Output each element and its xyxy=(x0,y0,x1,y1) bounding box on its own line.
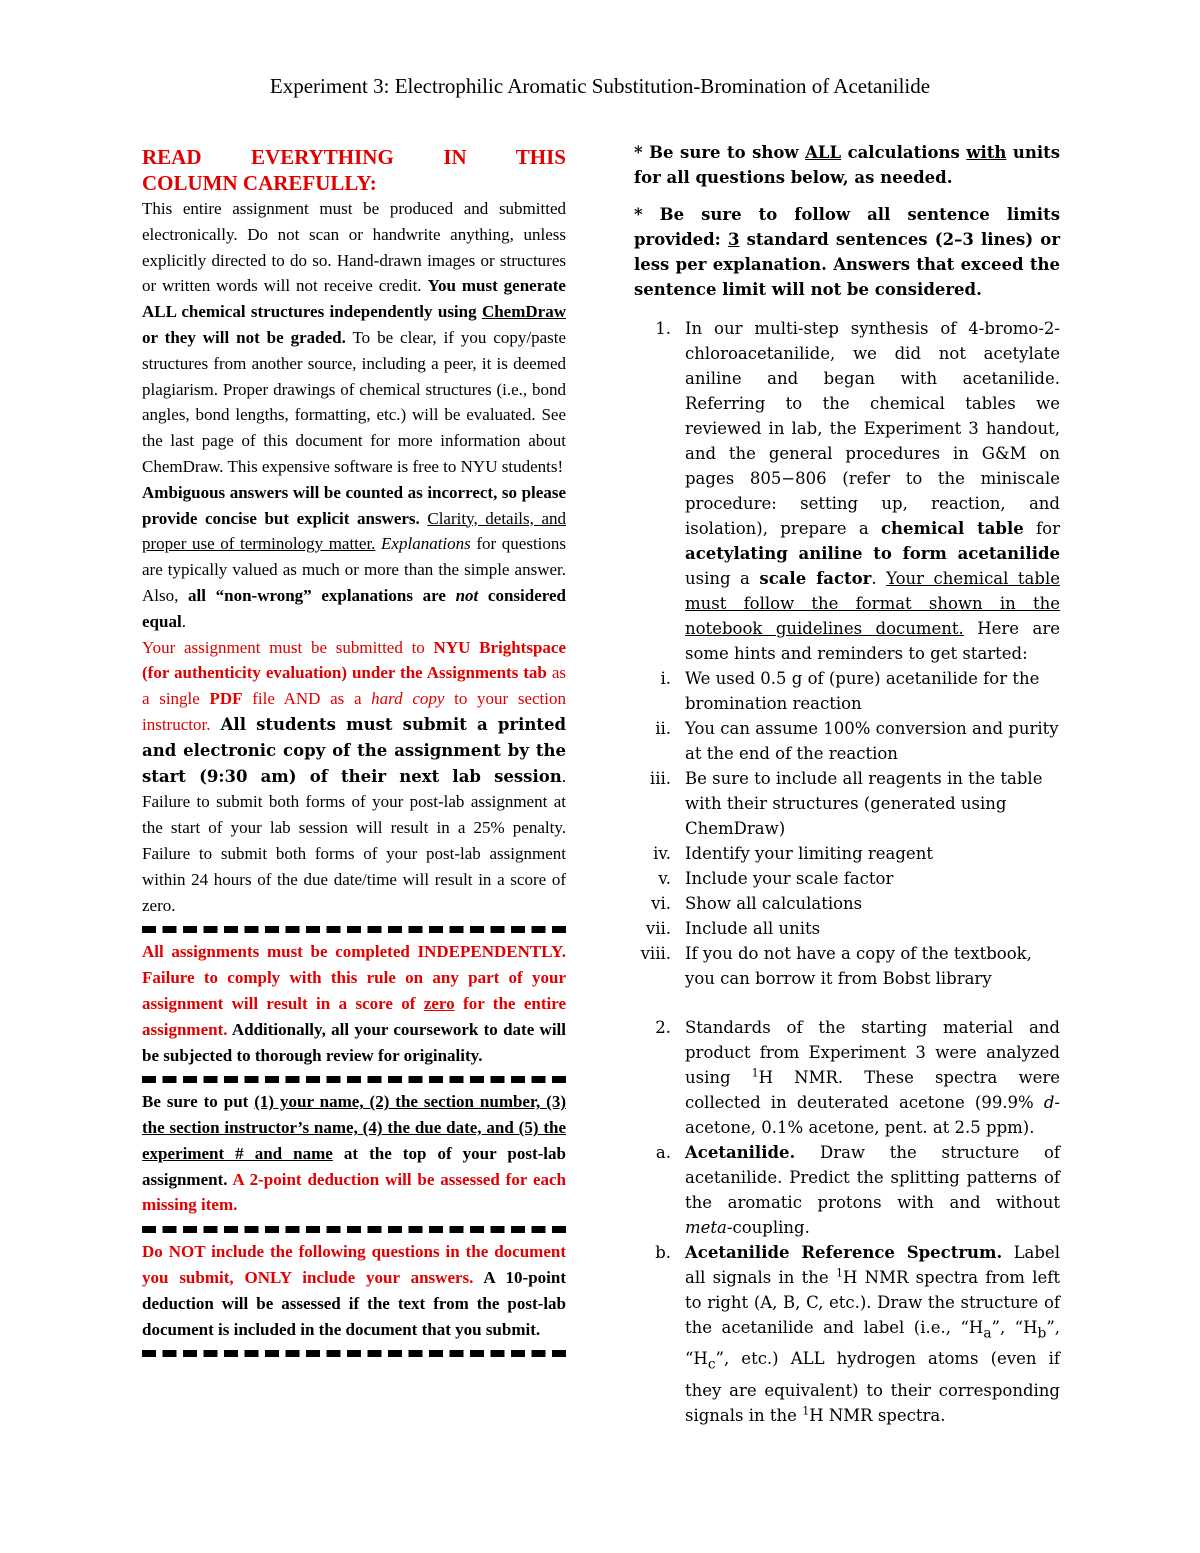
hint-item xyxy=(634,666,1060,716)
box2-red: A 2-point deduction will be assessed for each missing item. xyxy=(142,1169,566,1215)
p3-text: . Failure to submit both forms of your post-lab assignment at the start of your lab session will result in a 25% penalty. Failure to submit both forms of your post-lab assignment within 24 hours of the due date/time will result in a score of zero. xyxy=(142,766,566,915)
p3-red4: to your section instructor. xyxy=(142,689,566,734)
q1-text5: Here are some hints and reminders to get started: xyxy=(685,619,1060,663)
questions-notice xyxy=(142,1239,566,1342)
box1-red2: for the entire assignment. xyxy=(142,993,567,1039)
qa-text2: -coupling. xyxy=(726,1218,810,1237)
subscript: c xyxy=(707,1356,716,1373)
q2-text3: -acetone, 0.1% acetone, pent. at 2.5 ppm). xyxy=(685,1093,1060,1137)
question-body xyxy=(671,1140,1060,1240)
page-title: Experiment 3: Electrophilic Aromatic Substitution-Bromination of Acetanilide xyxy=(269,74,931,98)
qb-text4: ”, “H xyxy=(685,1318,1061,1369)
qb-text3: ”, “H xyxy=(991,1318,1038,1337)
qa-text: Draw the structure of acetanilide. Predict the splitting patterns of the aromatic protons with and without xyxy=(685,1143,1060,1212)
period: . xyxy=(181,611,186,631)
hint-text: If you do not have a copy of the textbook, you can borrow it from Bobst library xyxy=(685,944,1032,988)
left-column xyxy=(142,140,566,1363)
hint-item xyxy=(634,891,1060,916)
hint-item xyxy=(634,841,1060,866)
p3-red-bold: NYU Brightspace (for authenticity evaluation) under the Assignments tab xyxy=(142,637,566,683)
submission-paragraph xyxy=(142,635,566,919)
qb-text: Label all signals in the xyxy=(685,1243,1060,1287)
independence-notice xyxy=(142,939,566,1068)
qb-text6: H NMR spectra. xyxy=(809,1405,946,1425)
hint-item xyxy=(634,716,1060,766)
hint-list xyxy=(634,666,1060,991)
question-2 xyxy=(634,1015,1060,1140)
instructions-paragraph xyxy=(142,196,566,480)
dotted-divider xyxy=(142,1350,566,1357)
hint-item xyxy=(634,766,1060,841)
q2-text2: H NMR. These spectra were collected in deuterated acetone (99.9% xyxy=(685,1068,1060,1112)
ambiguity-paragraph xyxy=(142,480,566,635)
superscript: 1 xyxy=(751,1066,759,1080)
question-number: 1. xyxy=(655,319,671,338)
note1-text2: calculations xyxy=(841,143,967,162)
note1-all: ALL xyxy=(805,143,842,162)
qa-bold: Acetanilide. xyxy=(685,1143,796,1162)
p3-red2: as a single xyxy=(142,663,566,709)
p2-bold3: considered equal xyxy=(142,585,567,631)
question-body xyxy=(671,1015,1060,1140)
hint-text: Show all calculations xyxy=(685,894,863,913)
read-heading-line1: READ EVERYTHING IN THIS xyxy=(142,145,566,169)
p2-text: for questions are typically valued as much or more than the simple answer. Also, xyxy=(142,534,567,605)
qb-bold: Acetanilide Reference Spectrum. xyxy=(685,1243,1003,1262)
hint-item xyxy=(634,916,1060,941)
calculations-note xyxy=(634,140,1060,190)
superscript: 1 xyxy=(802,1404,810,1418)
hint-number: iii. xyxy=(649,769,671,788)
qa-italic: meta xyxy=(685,1218,727,1237)
box2-text: Be sure to put xyxy=(142,1092,255,1112)
note2-text2: standard sentences (2–3 lines) or less per explanation. Answers that exceed the sentence limit will not be considered. xyxy=(634,230,1061,299)
hint-text: Identify your limiting reagent xyxy=(685,844,933,863)
box3-red: Do NOT include the following questions in the document you submit, ONLY include your answers. xyxy=(142,1242,566,1288)
header-requirements xyxy=(142,1089,566,1218)
subscript: a xyxy=(983,1325,992,1342)
question-2a xyxy=(634,1140,1060,1240)
p2-underline: Clarity, details, and proper use of terminology matter. xyxy=(142,508,566,554)
p2-bold: Ambiguous answers will be counted as incorrect, so please provide concise but explicit answers. xyxy=(142,482,566,528)
q2-italic: d xyxy=(1043,1093,1055,1112)
dotted-divider xyxy=(142,1076,566,1083)
hint-item xyxy=(634,941,1060,991)
p2-bold2: all “non-wrong” explanations are xyxy=(188,585,456,605)
question-number: a. xyxy=(655,1143,671,1162)
note1-with: with xyxy=(966,143,1007,162)
box1-text: Additionally, all your coursework to date will be subjected to thorough review for originality. xyxy=(142,1019,566,1065)
chemdraw-term: ChemDraw xyxy=(481,302,566,322)
note1-text3: units for all questions below, as needed. xyxy=(634,143,1060,187)
dotted-divider xyxy=(142,926,566,933)
q1-text2: for xyxy=(1023,519,1060,538)
right-column xyxy=(634,140,1060,1428)
question-number: b. xyxy=(655,1243,671,1262)
hint-text: Include your scale factor xyxy=(685,869,894,888)
question-1 xyxy=(634,316,1060,666)
p1-text-end: To be clear, if you copy/paste structures from another source, including a peer, it is deemed plagiarism. Proper drawings of chemical structures (i.e., bond angles, bond lengths, formatting, etc.) will be evaluated. See the last page of this document for more information about ChemDraw. This expensive software is free to NYU students! xyxy=(142,327,566,476)
p3-pdf: PDF xyxy=(209,689,243,709)
p2-not: not xyxy=(455,585,479,605)
superscript: 1 xyxy=(835,1266,843,1280)
hint-text: Include all units xyxy=(685,919,821,938)
q1-bold2: acetylating aniline to form acetanilide xyxy=(685,544,1060,563)
p3-bold: All students must submit a printed and electronic copy of the assignment by the start (9:30 am) of their next lab session xyxy=(142,714,566,786)
sentence-limit-note xyxy=(634,202,1060,302)
question-number: 2. xyxy=(655,1018,671,1037)
qb-text5: ”, etc.) ALL hydrogen atoms (even if they are equivalent) to their corresponding signals in the xyxy=(685,1349,1060,1425)
hint-number: i. xyxy=(660,669,671,688)
hint-text: You can assume 100% conversion and purity at the end of the reaction xyxy=(685,719,1059,763)
box2-text2: at the top of your post-lab assignment. xyxy=(142,1143,566,1189)
dotted-divider xyxy=(142,1226,566,1233)
hint-number: iv. xyxy=(653,844,671,863)
question-list xyxy=(634,316,1060,1428)
box1-red: All assignments must be completed INDEPENDENTLY. Failure to comply with this rule on any part of your assignment will result in a score of xyxy=(142,942,566,1013)
p3-red: Your assignment must be submitted to xyxy=(142,637,434,657)
note2-three: 3 xyxy=(727,230,740,249)
q1-text4: . xyxy=(871,569,887,588)
question-body xyxy=(671,316,1060,666)
note2-text: * Be sure to follow all sentence limits provided: xyxy=(634,205,1060,249)
box1-zero: zero xyxy=(423,993,455,1013)
q1-text: In our multi-step synthesis of 4-bromo-2-chloroacetanilide, we did not acetylate aniline and began with acetanilide. Referring to the chemical tables we reviewed in lab, the Experiment 3 handout, and the general procedures in G&M on pages 805−806 (refer to the miniscale procedure: setting up, reaction, and isolation), prepare a xyxy=(685,319,1060,538)
subscript: b xyxy=(1037,1325,1047,1342)
box2-underline: (1) your name, (2) the section number, (3) the section instructor’s name, (4) the due date, and (5) the experiment # and name xyxy=(142,1092,566,1163)
qb-text2: H NMR spectra from left to right (A, B, C, etc.). Draw the structure of the acetanilide and label (i.e., “H xyxy=(685,1268,1060,1337)
hint-number: ii. xyxy=(655,719,671,738)
hint-text: We used 0.5 g of (pure) acetanilide for the bromination reaction xyxy=(685,669,1040,713)
question-body xyxy=(671,1240,1060,1428)
hint-number: viii. xyxy=(640,944,671,963)
q1-bold: chemical table xyxy=(881,519,1024,538)
hint-number: v. xyxy=(658,869,671,888)
read-heading-line2: COLUMN CAREFULLY: xyxy=(142,171,377,195)
p1-bold-end: or they will not be graded. xyxy=(142,327,346,347)
hint-item xyxy=(634,866,1060,891)
p3-red3: file AND as a xyxy=(242,689,372,709)
hint-number: vii. xyxy=(645,919,671,938)
q1-underline: Your chemical table must follow the format shown in the notebook guidelines document. xyxy=(685,569,1060,638)
box3-text: A 10-point deduction will be assessed if the text from the post-lab document is included in the document that you submit. xyxy=(142,1268,566,1339)
q1-text3: using a xyxy=(685,569,760,588)
p3-hard-copy: hard copy xyxy=(371,689,445,709)
hint-number: vi. xyxy=(651,894,671,913)
p1-bold: You must generate ALL chemical structures independently using xyxy=(142,276,566,322)
p1-text: This entire assignment must be produced and submitted electronically. Do not scan or handwrite anything, unless explicitly directed to do so. Hand-drawn images or structures or written words will not receive credit. xyxy=(142,199,566,296)
note1-text: * Be sure to show xyxy=(634,143,806,162)
p2-italic: Explanations xyxy=(381,534,471,554)
q1-bold3: scale factor xyxy=(759,569,872,588)
hint-text: Be sure to include all reagents in the table with their structures (generated using ChemDraw) xyxy=(685,769,1043,838)
q2-text: Standards of the starting material and product from Experiment 3 were analyzed using xyxy=(685,1018,1060,1087)
question-2b xyxy=(634,1240,1060,1428)
